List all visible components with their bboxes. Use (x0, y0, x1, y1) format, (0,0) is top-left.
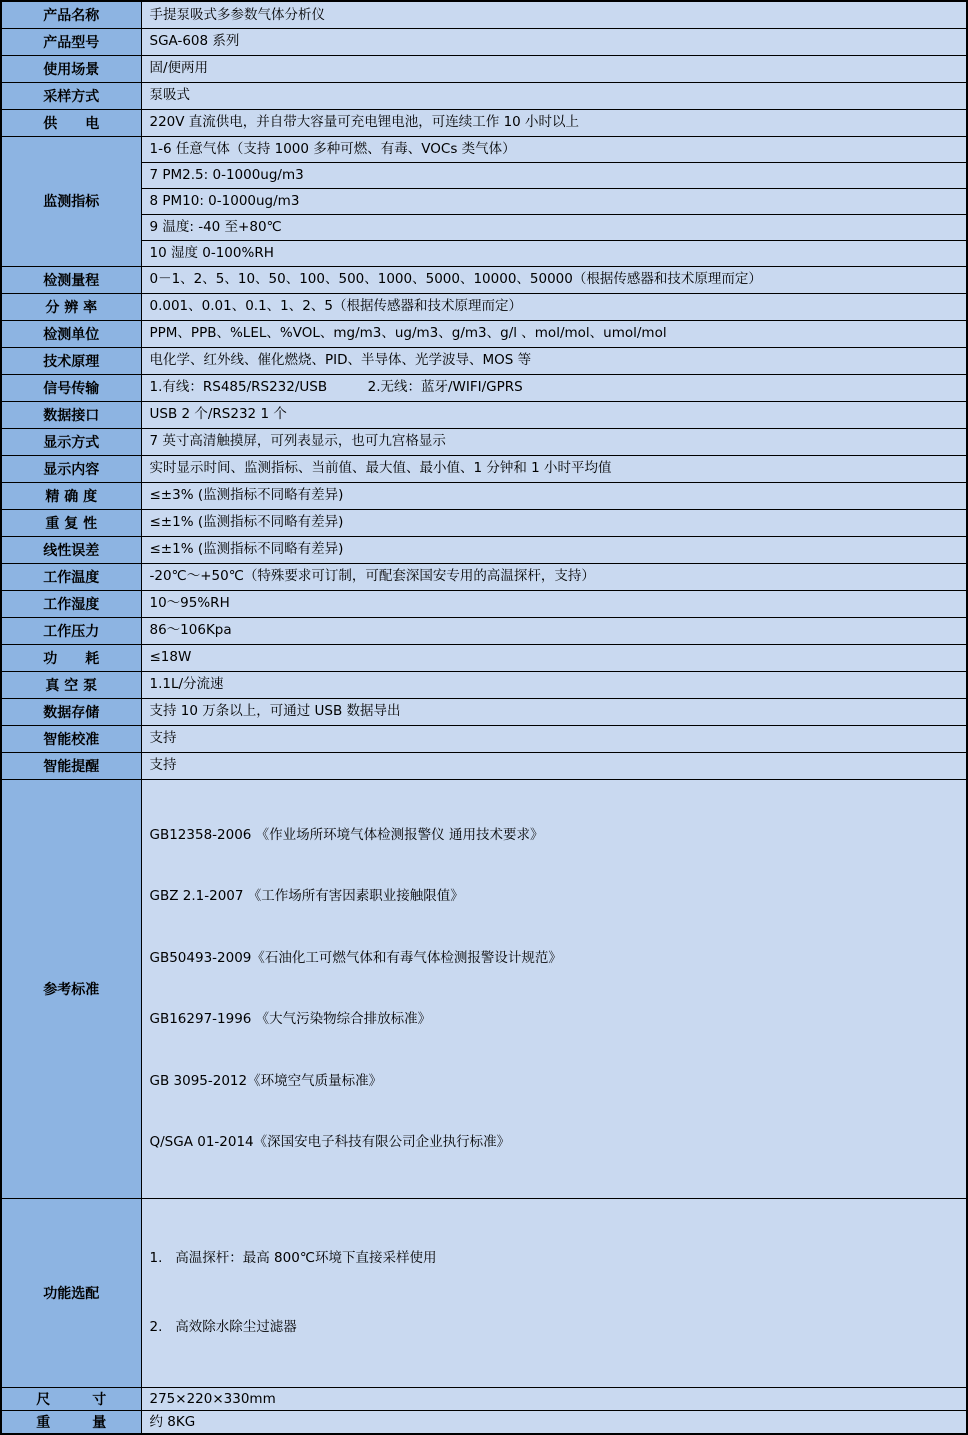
spec-value-optional-features (141, 1198, 967, 1387)
reference-standard-3: GB50493-2009《石油化工可燃气体和有毒气体检测报警设计规范》 (149, 949, 562, 966)
spec-value-display-content: 实时显示时间、监测指标、当前值、最大值、最小值、1 分钟和 1 小时平均值 (141, 455, 967, 482)
spec-label-working-humidity: 工作湿度 (1, 590, 141, 617)
spec-label-data-interface: 数据接口 (1, 401, 141, 428)
spec-label-smart-reminder: 智能提醒 (1, 752, 141, 779)
table-row (1, 55, 967, 82)
spec-value-detection-range: 0－1、2、5、10、50、100、500、1000、5000、10000、50000（根据传感器和技术原理而定） (141, 266, 967, 293)
spec-value-linearity-error: ≤±1% (监测指标不同略有差异) (141, 536, 967, 563)
spec-label-detection-range: 检测量程 (1, 266, 141, 293)
table-row (1, 590, 967, 617)
monitoring-item-5: 10 湿度 0-100%RH (141, 240, 967, 266)
reference-standard-6: Q/SGA 01-2014《深国安电子科技有限公司企业执行标准》 (149, 1134, 511, 1150)
spec-label-resolution: 分 辨 率 (1, 293, 141, 320)
reference-standard-1: GB12358-2006 《作业场所环境气体检测报警仪 通用技术要求》 (149, 826, 544, 843)
spec-value-dimensions: 275×220×330mm (141, 1387, 967, 1410)
spec-label-power-supply: 供 电 (1, 109, 141, 136)
monitoring-item-3: 8 PM10: 0-1000ug/m3 (141, 188, 967, 214)
table-row (1, 536, 967, 563)
spec-value-working-humidity: 10～95%RH (141, 590, 967, 617)
table-row (1, 82, 967, 109)
table-row (1, 320, 967, 347)
spec-value-accuracy: ≤±3% (监测指标不同略有差异) (141, 482, 967, 509)
spec-value-working-temperature: -20℃～+50℃（特殊要求可订制，可配套深国安专用的高温探杆，支持） (141, 563, 967, 590)
table-row (1, 240, 967, 266)
spec-label-sampling-method: 采样方式 (1, 82, 141, 109)
spec-label-usage-scene: 使用场景 (1, 55, 141, 82)
spec-value-data-interface: USB 2 个/RS232 1 个 (141, 401, 967, 428)
table-row (1, 293, 967, 320)
table-row (1, 671, 967, 698)
table-row (1, 1387, 967, 1410)
spec-label-technical-principle: 技术原理 (1, 347, 141, 374)
table-row (1, 563, 967, 590)
table-row (1, 374, 967, 401)
spec-value-product-name: 手提泵吸式多参数气体分析仪 (141, 1, 967, 28)
spec-label-working-temperature: 工作温度 (1, 563, 141, 590)
spec-label-linearity-error: 线性误差 (1, 536, 141, 563)
spec-label-product-name: 产品名称 (1, 1, 141, 28)
table-row (1, 617, 967, 644)
spec-value-smart-reminder: 支持 (141, 752, 967, 779)
table-row (1, 482, 967, 509)
table-row (1, 28, 967, 55)
spec-value-signal-transmission: 1.有线：RS485/RS232/USB 2.无线：蓝牙/WIFI/GPRS (141, 374, 967, 401)
spec-label-accuracy: 精 确 度 (1, 482, 141, 509)
spec-label-vacuum-pump: 真 空 泵 (1, 671, 141, 698)
spec-label-data-storage: 数据存储 (1, 698, 141, 725)
optional-feature-2: 2. 高效除水除尘过滤器 (149, 1318, 297, 1335)
spec-value-working-pressure: 86～106Kpa (141, 617, 967, 644)
table-row (1, 644, 967, 671)
table-row (1, 136, 967, 162)
spec-label-display-content: 显示内容 (1, 455, 141, 482)
spec-label-smart-calibration: 智能校准 (1, 725, 141, 752)
spec-value-vacuum-pump: 1.1L/分流速 (141, 671, 967, 698)
spec-label-power-consumption: 功 耗 (1, 644, 141, 671)
reference-standard-2: GBZ 2.1-2007 《工作场所有害因素职业接触限值》 (149, 888, 464, 904)
monitoring-item-1: 1-6 任意气体（支持 1000 多种可燃、有毒、VOCs 类气体） (141, 136, 967, 162)
table-row (1, 428, 967, 455)
monitoring-item-4: 9 温度: -40 至+80℃ (141, 214, 967, 240)
table-row (1, 725, 967, 752)
table-row (1, 1, 967, 28)
table-row (1, 188, 967, 214)
spec-label-reference-standards: 参考标准 (1, 779, 141, 1198)
spec-value-product-model: SGA-608 系列 (141, 28, 967, 55)
table-row (1, 698, 967, 725)
spec-value-display-mode: 7 英寸高清触摸屏，可列表显示，也可九宫格显示 (141, 428, 967, 455)
spec-label-monitoring-indicators: 监测指标 (1, 136, 141, 266)
spec-value-data-storage: 支持 10 万条以上，可通过 USB 数据导出 (141, 698, 967, 725)
spec-value-usage-scene: 固/便两用 (141, 55, 967, 82)
spec-label-display-mode: 显示方式 (1, 428, 141, 455)
spec-value-detection-unit: PPM、PPB、%LEL、%VOL、mg/m3、ug/m3、g/m3、g/l 、mol/mol、umol/mol (141, 320, 967, 347)
table-row (1, 266, 967, 293)
spec-label-weight: 重 量 (1, 1410, 141, 1434)
table-row (1, 779, 967, 1198)
spec-label-repeatability: 重 复 性 (1, 509, 141, 536)
spec-value-reference-standards (141, 779, 967, 1198)
spec-value-sampling-method: 泵吸式 (141, 82, 967, 109)
spec-label-dimensions: 尺 寸 (1, 1387, 141, 1410)
table-row (1, 109, 967, 136)
table-row (1, 455, 967, 482)
spec-value-power-supply: 220V 直流供电，并自带大容量可充电锂电池，可连续工作 10 小时以上 (141, 109, 967, 136)
optional-feature-1: 1. 高温探杆：最高 800℃环境下直接采样使用 (149, 1249, 437, 1266)
table-row (1, 214, 967, 240)
spec-value-technical-principle: 电化学、红外线、催化燃烧、PID、半导体、光学波导、MOS 等 (141, 347, 967, 374)
reference-standard-5: GB 3095-2012《环境空气质量标准》 (149, 1072, 383, 1089)
table-row (1, 162, 967, 188)
spec-label-optional-features: 功能选配 (1, 1198, 141, 1387)
spec-value-power-consumption: ≤18W (141, 644, 967, 671)
monitoring-item-2: 7 PM2.5: 0-1000ug/m3 (141, 162, 967, 188)
spec-value-weight: 约 8KG (141, 1410, 967, 1434)
table-row (1, 752, 967, 779)
spec-label-detection-unit: 检测单位 (1, 320, 141, 347)
reference-standard-4: GB16297-1996 《大气污染物综合排放标准》 (149, 1011, 432, 1027)
table-row (1, 347, 967, 374)
table-row (1, 401, 967, 428)
spec-value-smart-calibration: 支持 (141, 725, 967, 752)
table-row (1, 1410, 967, 1434)
spec-label-product-model: 产品型号 (1, 28, 141, 55)
spec-label-signal-transmission: 信号传输 (1, 374, 141, 401)
spec-value-resolution: 0.001、0.01、0.1、1、2、5（根据传感器和技术原理而定） (141, 293, 967, 320)
spec-value-repeatability: ≤±1% (监测指标不同略有差异) (141, 509, 967, 536)
table-row (1, 1198, 967, 1387)
table-row (1, 509, 967, 536)
spec-label-working-pressure: 工作压力 (1, 617, 141, 644)
